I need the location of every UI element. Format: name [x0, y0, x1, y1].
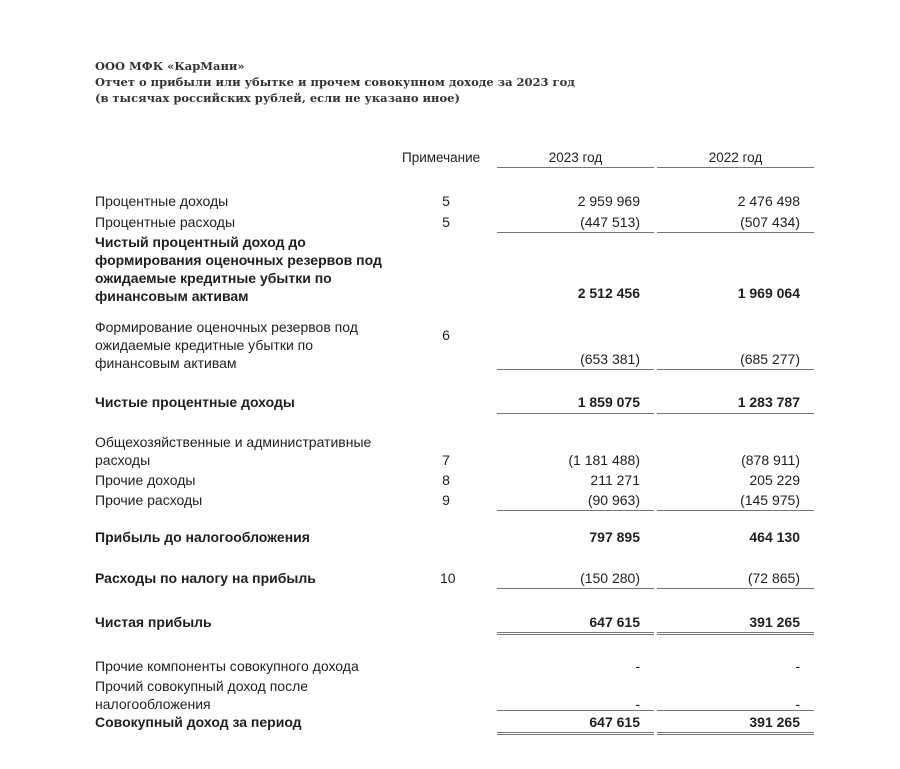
row-label: Общехозяйственные и административные расходы — [95, 434, 372, 468]
row-label: Чистый процентный доход до формирования оценочных резервов под ожидаемые кредитные убытки по финансовым активам — [95, 234, 382, 304]
row-note: 5 — [442, 193, 450, 209]
row-note: 6 — [442, 327, 450, 343]
value-2022: 391 265 — [749, 614, 800, 630]
value-2022: (878 911) — [741, 452, 800, 468]
row-label: Формирование оценочных резервов под ожидаемые кредитные убытки по финансовым активам — [95, 319, 358, 371]
value-2022: - — [795, 696, 800, 712]
value-2023: (447 513) — [580, 214, 640, 230]
value-2022: 2 476 498 — [737, 193, 800, 209]
row-label: Прочие компоненты совокупного дохода — [95, 658, 359, 674]
value-2023: - — [635, 696, 640, 712]
value-2022: 205 229 — [749, 472, 800, 488]
total-double-rule — [497, 632, 654, 635]
value-2022: 464 130 — [749, 529, 800, 545]
row-note: 9 — [442, 492, 450, 508]
value-2022: - — [795, 658, 800, 674]
subtotal-rule — [657, 710, 814, 711]
row-note: 5 — [442, 214, 450, 230]
report-header — [95, 58, 575, 106]
units-note: (в тысячах российских рублей, если не указано иное) — [95, 91, 460, 105]
value-2022: (507 434) — [740, 214, 800, 230]
value-2022: 1 283 787 — [737, 394, 800, 410]
value-2022: (145 975) — [740, 492, 800, 508]
value-2022: 391 265 — [749, 714, 800, 730]
subtotal-rule — [497, 413, 654, 414]
row-label: Чистые процентные доходы — [95, 394, 295, 410]
value-2023: (90 963) — [587, 492, 640, 508]
subtotal-rule — [657, 413, 814, 414]
subtotal-rule — [657, 510, 814, 511]
row-label: Чистая прибыль — [95, 614, 212, 630]
row-label: Прочие расходы — [95, 492, 203, 508]
subtotal-rule — [497, 588, 654, 589]
value-2023: (150 280) — [580, 570, 640, 586]
value-2023: - — [635, 658, 640, 674]
subtotal-rule — [497, 232, 654, 233]
row-note: 8 — [442, 472, 450, 488]
value-2023: 797 895 — [589, 529, 640, 545]
value-2023: 2 959 969 — [577, 193, 640, 209]
company-name: ООО МФК «КарМани» — [95, 59, 245, 73]
subtotal-rule — [657, 232, 814, 233]
row-note: 10 — [440, 570, 456, 586]
total-double-rule — [657, 632, 814, 635]
row-label: Прочий совокупный доход после налогообложения — [95, 678, 309, 712]
total-double-rule — [497, 732, 654, 735]
row-label: Совокупный доход за период — [95, 714, 302, 730]
subtotal-rule — [497, 710, 654, 711]
row-label: Расходы по налогу на прибыль — [95, 570, 316, 586]
value-2023: (653 381) — [580, 351, 640, 367]
value-2023: 211 271 — [590, 472, 640, 488]
subtotal-rule — [657, 588, 814, 589]
row-note: 7 — [442, 452, 450, 468]
value-2023: (1 181 488) — [568, 452, 640, 468]
value-2022: 1 969 064 — [737, 285, 800, 301]
column-header-2022: 2022 год — [657, 150, 814, 168]
column-header-2023: 2023 год — [497, 150, 654, 168]
row-label: Прибыль до налогообложения — [95, 529, 310, 545]
value-2023: 2 512 456 — [577, 285, 640, 301]
value-2023: 1 859 075 — [577, 394, 640, 410]
subtotal-rule — [497, 369, 654, 370]
value-2023: 647 615 — [589, 614, 640, 630]
value-2022: (685 277) — [740, 351, 800, 367]
report-title: Отчет о прибыли или убытке и прочем совокупном доходе за 2023 год — [95, 75, 575, 89]
value-2022: (72 865) — [747, 570, 800, 586]
value-2023: 647 615 — [589, 714, 640, 730]
row-label: Процентные расходы — [95, 214, 236, 230]
row-label: Процентные доходы — [95, 193, 229, 209]
row-label: Прочие доходы — [95, 472, 196, 488]
subtotal-rule — [497, 510, 654, 511]
subtotal-rule — [657, 369, 814, 370]
column-header-note: Примечание — [402, 150, 481, 165]
total-double-rule — [657, 732, 814, 735]
